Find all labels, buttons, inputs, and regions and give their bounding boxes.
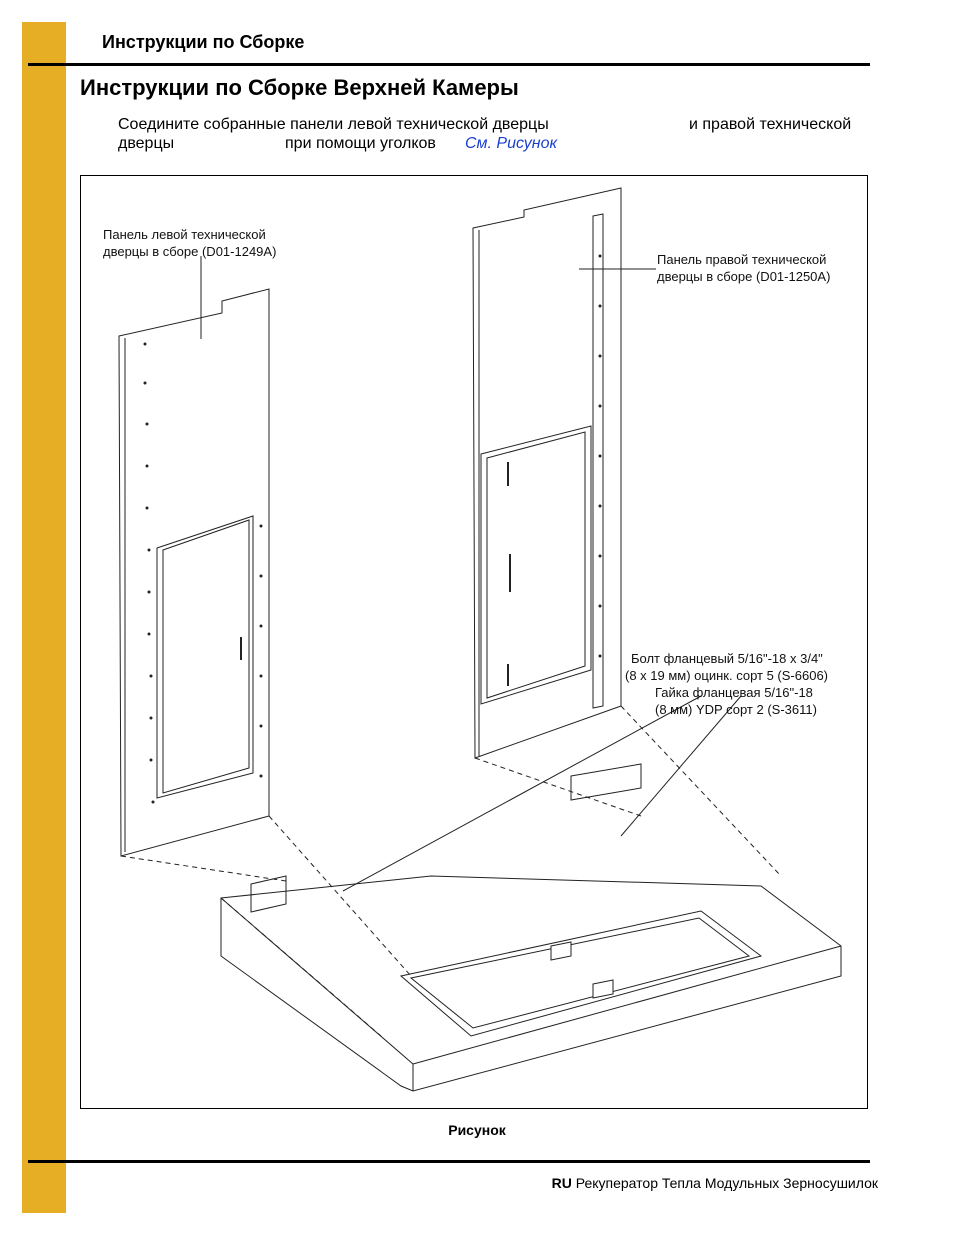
assembly-drawing xyxy=(81,176,869,1110)
callout-left-panel-1: Панель левой технической xyxy=(103,227,266,242)
header-rule xyxy=(28,63,870,66)
sidebar-accent-bar xyxy=(22,22,66,1213)
intro-text-2a: дверцы xyxy=(118,135,175,152)
intro-text-1b: и правой технической xyxy=(689,116,852,133)
right-door-panel xyxy=(473,188,621,758)
callout-nut-2: (8 мм) YDP сорт 2 (S-3611) xyxy=(655,702,817,717)
callout-nut-1: Гайка фланцевая 5/16"-18 xyxy=(655,685,813,700)
footer xyxy=(552,1175,878,1191)
footer-rule xyxy=(28,1160,870,1163)
callout-left-panel-2: дверцы в сборе (D01-1249A) xyxy=(103,244,277,259)
assembly-figure xyxy=(80,175,868,1109)
base-frame xyxy=(221,764,841,1091)
callout-bolt-2: (8 x 19 мм) оцинк. сорт 5 (S-6606) xyxy=(625,668,829,683)
callout-bolt-1: Болт фланцевый 5/16"-18 x 3/4" xyxy=(631,651,823,666)
callout-right-panel-2: дверцы в сборе (D01-1250A) xyxy=(657,269,831,284)
figure-caption: Рисунок xyxy=(448,1122,506,1138)
callout-right-panel-1: Панель правой технической xyxy=(657,252,827,267)
intro-text-2b: при помощи уголков xyxy=(285,135,436,152)
footer-lang: RU xyxy=(551,1175,572,1191)
left-door-panel xyxy=(119,289,269,856)
running-header: Инструкции по Сборке xyxy=(102,32,305,52)
intro-text-1a: Соедините собранные панели левой технической дверцы xyxy=(118,116,549,133)
alignment-lines xyxy=(121,706,781,1036)
footer-text: Рекуператор Тепла Модульных Зерносушилок xyxy=(575,1175,878,1191)
leader-lines xyxy=(201,256,741,891)
section-title: Инструкции по Сборке Верхней Камеры xyxy=(80,75,519,100)
figure-link[interactable]: См. Рисунок xyxy=(465,135,558,152)
